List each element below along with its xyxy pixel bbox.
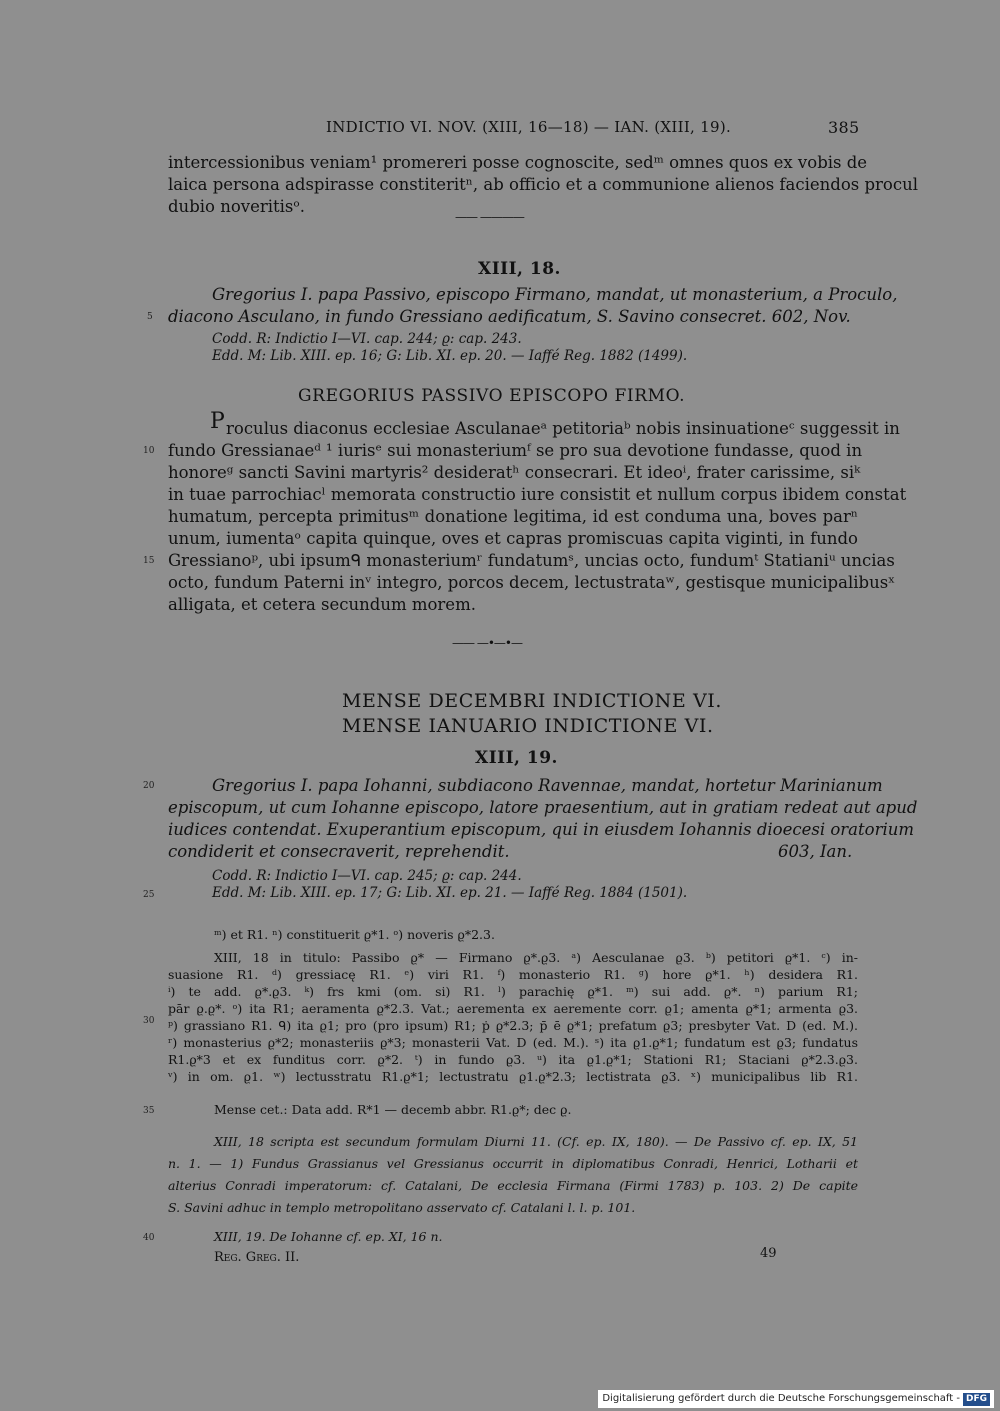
apparatus-line-8: ᵛ) in om. ϱ1. ʷ) lectusstratu R1.ϱ*1; lectustratu ϱ1.ϱ*2.3; lectistrata ϱ3. ˣ) municipalibus lib R1. — [168, 1069, 858, 1084]
line-number: 30 — [143, 1016, 155, 1026]
intro-line-3: dubio noveritisᵒ. — [168, 197, 305, 216]
apparatus-mense-note: Mense cet.: Data add. R*1 — decemb abbr. R1.ϱ*; dec ϱ. — [214, 1102, 572, 1117]
commentary-line-2: n. 1. — 1) Fundus Grassianus vel Gressianus occurrit in diplomatibus Conradi, Henrici, Lotharii et — [168, 1156, 858, 1171]
text-18-line-8: octo, fundum Paterni inᵛ integro, porcos decem, lectustrataʷ, gestisque municipalibusˣ — [168, 573, 896, 592]
summary-18-line-1: Gregorius I. papa Passivo, episcopo Firmano, mandat, ut monasterium, a Proculo, — [212, 285, 898, 304]
summary-19-line-2: episcopum, ut cum Iohanne episcopo, latore praesentium, aut in gratiam redeat aut apud — [168, 798, 918, 817]
summary-19-line-4: condiderit et consecraverit, reprehendit. — [168, 842, 510, 861]
codd-18: Codd. R: Indictio I—VI. cap. 244; ϱ: cap. 243. — [212, 331, 522, 347]
edd-19: Edd. M: Lib. XIII. ep. 17; G: Lib. XI. ep. 21. — Iaffé Reg. 1884 (1501). — [212, 885, 688, 901]
signature-left: Reg. Greg. II. — [214, 1250, 300, 1265]
letter-number-19: XIII, 19. — [475, 748, 558, 768]
apparatus-line-2: suasione R1. ᵈ) gressiacę R1. ᵉ) viri R1. ᶠ) monasterio R1. ᵍ) hore ϱ*1. ʰ) desidera R1. — [168, 967, 858, 982]
text-18-line-2: fundo Gressianaeᵈ ¹ iurisᵉ sui monasteriumᶠ se pro sua devotione fundasse, quod in — [168, 441, 863, 460]
line-number: 40 — [143, 1233, 155, 1243]
date-19: 603, Ian. — [778, 842, 853, 861]
dfg-logo: DFG — [963, 1393, 990, 1406]
summary-19-line-3: iudices contendat. Exuperantium episcopum, qui in eiusdem Iohannis dioecesi oratorium — [168, 820, 915, 839]
footer-text: Digitalisierung gefördert durch die Deutsche Forschungsgemeinschaft - — [602, 1393, 960, 1404]
signature-right: 49 — [760, 1246, 777, 1261]
commentary-line-4: S. Savini adhuc in templo metropolitano asservato cf. Catalani l. l. p. 101. — [168, 1200, 636, 1215]
separator-ornament-2: —— —•—•— — [452, 636, 522, 650]
commentary-line-3: alterius Conradi imperatorum: cf. Catalani, De ecclesia Firmana (Firmi 1783) p. 103. 2) De capite — [168, 1178, 858, 1193]
letter-number-18: XIII, 18. — [478, 259, 561, 279]
separator-ornament: —— ———— — [455, 210, 524, 224]
text-18-line-1: roculus diaconus ecclesiae Asculanaeᵃ petitoriaᵇ nobis insinuationeᶜ suggessit in — [226, 419, 900, 438]
commentary-line-1: XIII, 18 scripta est secundum formulam Diurni 11. (Cf. ep. IX, 180). — De Passivo cf. ep. IX, 51 — [214, 1134, 858, 1149]
line-number: 10 — [143, 446, 155, 456]
summary-18-line-2: diacono Asculano, in fundo Gressiano aedificatum, S. Savino consecret. 602, Nov. — [168, 307, 851, 326]
line-number: 20 — [143, 781, 155, 791]
letter-heading-18: GREGORIUS PASSIVO EPISCOPO FIRMO. — [298, 386, 686, 406]
digitization-footer — [598, 1390, 994, 1408]
section-heading-december: MENSE DECEMBRI INDICTIONE VI. — [342, 690, 723, 712]
intro-line-1: intercessionibus veniam¹ promereri posse cognoscite, sedᵐ omnes quos ex vobis de — [168, 153, 868, 172]
line-number: 35 — [143, 1106, 155, 1116]
line-number: 25 — [143, 890, 155, 900]
apparatus-line-4: pār ϱ.ϱ*. ᵒ) ita R1; aeramenta ϱ*2.3. Vat.; aerementa ex aeremente corr. ϱ1; amenta ϱ*1; armenta ϱ3. — [168, 1001, 858, 1016]
commentary-xiii19-note: XIII, 19. De Iohanne cf. ep. XI, 16 n. — [214, 1229, 443, 1244]
apparatus-line-3: ⁱ) te add. ϱ*.ϱ3. ᵏ) frs kmi (om. si) R1. ˡ) parachię ϱ*1. ᵐ) sui add. ϱ*. ⁿ) parium R1; — [168, 984, 858, 999]
line-number: 15 — [143, 556, 155, 566]
initial-letter: P — [210, 409, 225, 434]
section-heading-january: MENSE IANUARIO INDICTIONE VI. — [342, 715, 714, 737]
text-18-line-3: honoreᵍ sancti Savini martyris² desideratʰ consecrari. Et ideoⁱ, frater carissime, siᵏ — [168, 463, 861, 482]
apparatus-line-5: ᵖ) grassiano R1. ᑫ) ita ϱ1; pro (pro ipsum) R1; ṗ ϱ*2.3; p̄ ē ϱ*1; prefatum ϱ3; presbyter Vat. D (ed. M.). — [168, 1018, 858, 1033]
page-number: 385 — [828, 118, 860, 137]
line-number: 5 — [147, 312, 153, 322]
summary-19-line-1: Gregorius I. papa Iohanni, subdiacono Ravennae, mandat, hortetur Marinianum — [212, 776, 883, 795]
apparatus-line-7: R1.ϱ*3 et ex funditus corr. ϱ*2. ᵗ) in fundo ϱ3. ᵘ) ita ϱ1.ϱ*1; Stationi R1; Staciani ϱ*2.3.ϱ3. — [168, 1052, 858, 1067]
text-18-line-4: in tuae parrochiacˡ memorata constructio iure consistit et nullum corpus ibidem constat — [168, 485, 907, 504]
running-title: INDICTIO VI. NOV. (XIII, 16—18) — IAN. (XIII, 19). — [326, 118, 732, 136]
text-18-line-5: humatum, percepta primitusᵐ donatione legitima, id est conduma una, boves parⁿ — [168, 507, 858, 526]
intro-line-2: laica persona adspirasse constiteritⁿ, ab officio et a communione alienos faciendos procul — [168, 175, 918, 194]
text-18-line-6: unum, iumentaᵒ capita quinque, oves et capras promiscuas capita viginti, in fundo — [168, 529, 858, 548]
text-18-line-7: Gressianoᵖ, ubi ipsumᑫ monasteriumʳ fundatumˢ, uncias octo, fundumᵗ Statianiᵘ uncias — [168, 551, 895, 570]
text-18-line-9: alligata, et cetera secundum morem. — [168, 595, 476, 614]
codd-19: Codd. R: Indictio I—VI. cap. 245; ϱ: cap. 244. — [212, 868, 522, 884]
apparatus-first-line: ᵐ) et R1. ⁿ) constituerit ϱ*1. ᵒ) noveris ϱ*2.3. — [214, 927, 495, 942]
apparatus-line-6: ʳ) monasterius ϱ*2; monasteriis ϱ*3; monasterii Vat. D (ed. M.). ˢ) ita ϱ1.ϱ*1; fundatum est ϱ3; fundatus — [168, 1035, 858, 1050]
edd-18: Edd. M: Lib. XIII. ep. 16; G: Lib. XI. ep. 20. — Iaffé Reg. 1882 (1499). — [212, 348, 688, 364]
apparatus-line-1: XIII, 18 in titulo: Passibo ϱ* — Firmano ϱ*.ϱ3. ᵃ) Aesculanae ϱ3. ᵇ) petitori ϱ*1. ᶜ) in- — [214, 950, 858, 965]
